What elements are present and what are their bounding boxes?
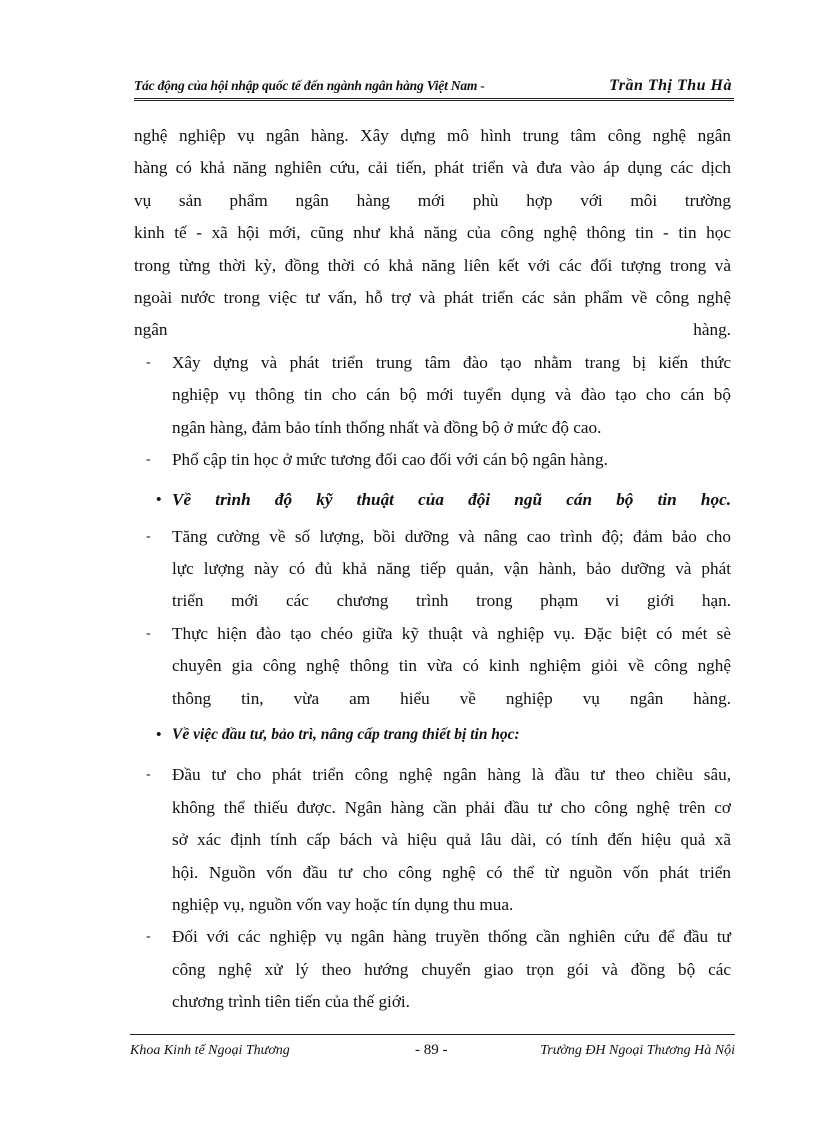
dash-marker: - bbox=[146, 354, 151, 370]
list-item bbox=[134, 444, 731, 476]
list-item-line: hội. Nguồn vốn đầu tư cho công nghệ có thể từ nguồn vốn phát triển bbox=[172, 862, 731, 882]
list-item-line: - Xây dựng và phát triển trung tâm đào tạo nhằm trang bị kiến thức bbox=[172, 347, 731, 379]
dash-marker: - bbox=[146, 451, 151, 467]
section-heading: • Về trình độ kỹ thuật của đội ngũ cán bộ tin học. bbox=[172, 484, 731, 516]
dash-marker: - bbox=[146, 625, 151, 641]
body-line: hàng có khả năng nghiên cứu, cải tiến, phát triển và đưa vào áp dụng các dịch bbox=[134, 158, 731, 178]
body-line: trong từng thời kỳ, đồng thời có khả năng liên kết với các đối tượng trong và bbox=[134, 255, 731, 275]
list-item-line: chương trình tiên tiến của thế giới. bbox=[172, 992, 410, 1012]
footer-university: Trường ĐH Ngoại Thương Hà Nội bbox=[540, 1043, 735, 1058]
list-item bbox=[134, 347, 731, 444]
list-item-line: chuyên gia công nghệ thông tin vừa có kinh nghiệm giỏi về công nghệ bbox=[172, 656, 731, 676]
list-item-line: triển mới các chương trình trong phạm vi giới hạn. bbox=[172, 591, 731, 611]
list-item bbox=[134, 921, 731, 1018]
list-item bbox=[134, 618, 731, 715]
list-item-line: thông tin, vừa am hiểu về nghiệp vụ ngân hàng. bbox=[172, 688, 731, 708]
header-author: Trần Thị Thu Hà bbox=[609, 77, 732, 94]
page-body bbox=[134, 120, 731, 1019]
body-line: nghệ nghiệp vụ ngân hàng. Xây dựng mô hình trung tâm công nghệ ngân bbox=[134, 126, 731, 145]
list-item-line: - Tăng cường về số lượng, bồi dưỡng và nâng cao trình độ; đảm bảo cho bbox=[172, 521, 731, 553]
list-item-line: công nghệ xử lý theo hướng chuyển giao trọn gói và đồng bộ các bbox=[172, 959, 731, 979]
page-footer bbox=[130, 1034, 735, 1065]
list-item-line: - Đầu tư cho phát triển công nghệ ngân hàng là đầu tư theo chiều sâu, bbox=[172, 759, 731, 791]
list-item-line: - Thực hiện đào tạo chéo giữa kỹ thuật và nghiệp vụ. Đặc biệt có mét sè bbox=[172, 618, 731, 650]
list-item bbox=[134, 521, 731, 618]
bullet-marker: • bbox=[156, 492, 162, 509]
footer-faculty: Khoa Kinh tế Ngoại Thương bbox=[130, 1043, 290, 1058]
body-line: kinh tế - xã hội mới, cũng như khả năng của công nghệ thông tin - tin học bbox=[134, 223, 731, 243]
body-line bbox=[134, 314, 731, 346]
body-word: ngân bbox=[134, 320, 168, 340]
section-heading: • Về việc đầu tư, bảo trì, nâng cấp trang thiết bị tin học: bbox=[172, 719, 731, 751]
page-header bbox=[134, 72, 734, 101]
bullet-marker: • bbox=[156, 727, 162, 744]
dash-marker: - bbox=[146, 767, 151, 783]
list-item-line: lực lượng này có đủ khả năng tiếp quản, vận hành, bảo dưỡng và phát bbox=[172, 559, 731, 579]
list-item-line: sở xác định tính cấp bách và hiệu quả lâu dài, có tính đến hiệu quả xã bbox=[172, 830, 731, 850]
list-item-line: - Phổ cập tin học ở mức tương đối cao đối với cán bộ ngân hàng. bbox=[172, 444, 731, 476]
body-line: ngoài nước trong việc tư vấn, hỗ trợ và phát triển các sản phẩm về công nghệ bbox=[134, 287, 731, 307]
list-item-line: không thể thiếu được. Ngân hàng cần phải đầu tư cho công nghệ trên cơ bbox=[172, 797, 731, 817]
list-item bbox=[134, 759, 731, 921]
page-number: - 89 - bbox=[415, 1042, 448, 1058]
list-item-line: nghiệp vụ thông tin cho cán bộ mới tuyển dụng và đào tạo cho cán bộ bbox=[172, 385, 731, 405]
dash-marker: - bbox=[146, 929, 151, 945]
list-item-line: - Đối với các nghiệp vụ ngân hàng truyền thống cần nghiên cứu để đầu tư bbox=[172, 921, 731, 953]
list-item-line: ngân hàng, đảm bảo tính thống nhất và đồng bộ ở mức độ cao. bbox=[172, 417, 602, 437]
body-line: vụ sản phẩm ngân hàng mới phù hợp với môi trường bbox=[134, 190, 731, 210]
body-word: hàng. bbox=[693, 320, 731, 340]
dash-marker: - bbox=[146, 528, 151, 544]
list-item-line: nghiệp vụ, nguồn vốn vay hoặc tín dụng thu mua. bbox=[172, 894, 514, 914]
header-document-title: Tác động của hội nhập quốc tế đến ngành ngân hàng Việt Nam - bbox=[134, 78, 485, 93]
